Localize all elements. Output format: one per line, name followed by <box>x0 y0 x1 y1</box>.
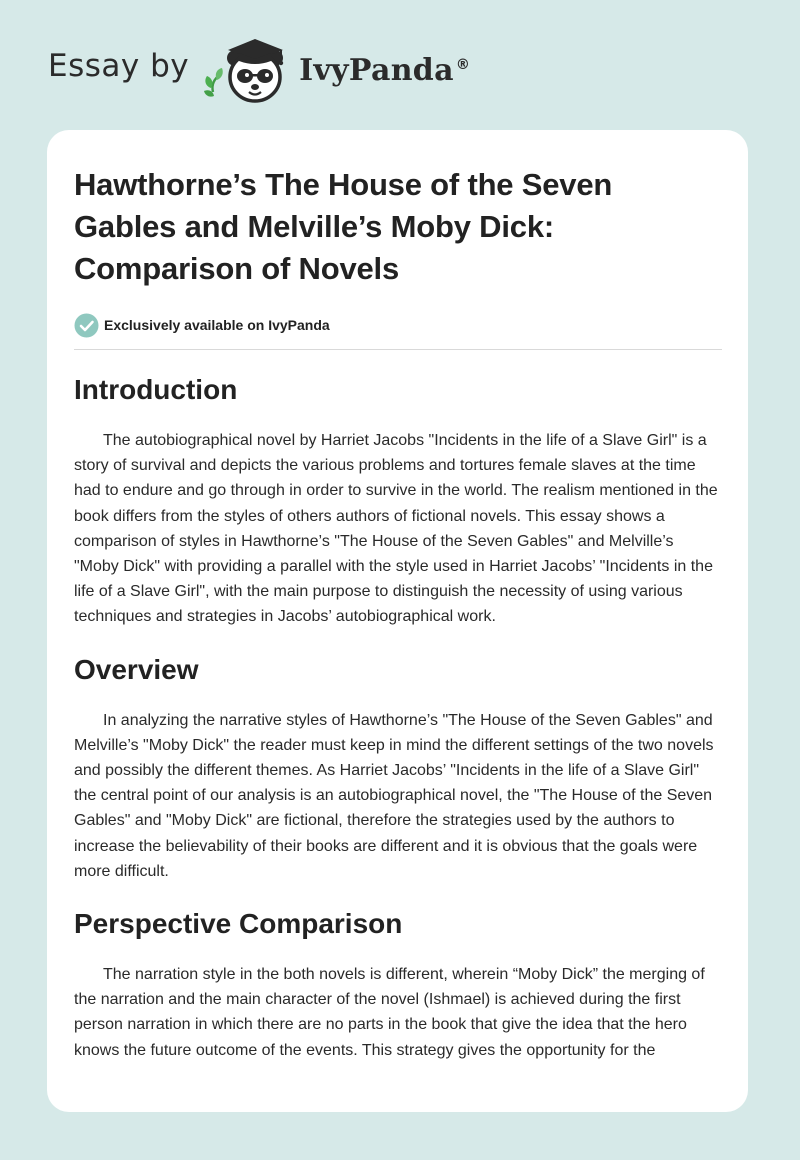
section-text-perspective-comparison: The narration style in the both novels is different, wherein “Moby Dick” the merging of the narration and the main character of the novel (Ishmael) is achieved during the first person narration in which there are no parts in the book that give the idea that the hero knows the future outcome of the events. This strategy gives the opportunity for the <box>74 966 705 1059</box>
check-circle-icon <box>74 313 99 338</box>
brand-name-text: IvyPanda <box>299 52 454 88</box>
section-heading-perspective-comparison: Perspective Comparison <box>74 908 403 940</box>
section-heading-introduction: Introduction <box>74 374 238 405</box>
section-heading-overview: Overview <box>74 653 199 685</box>
panda-logo-icon <box>201 30 301 110</box>
brand-prefix: Essay by <box>48 48 190 84</box>
essay-card <box>47 130 748 1112</box>
brand-header[interactable] <box>48 30 470 110</box>
title-divider <box>74 349 722 350</box>
section-text-introduction: The autobiographical novel by Harriet Jacobs "Incidents in the life of a Slave Girl" is a story of survival and depicts the various problems and tortures female slaves at the time had to endure and go through in order to survive in the world. The realism mentioned in the book differs from the styles of others authors of fictional novels. This essay shows a comparison of styles in Hawthorne’s "The House of the Seven Gables" and Melville’s "Moby Dick" with providing a parallel with the style used in Harriet Jacobs’ "Incidents in the life of a Slave Girl", with the main purpose to distinguish the necessity of using various techniques and strategies in Jacobs’ autobiographical work. <box>74 432 718 626</box>
section-text-overview: In analyzing the narrative styles of Hawthorne’s "The House of the Seven Gables" and Melville’s "Moby Dick" the reader must keep in mind the different settings of the two novels and possibly the different themes. As Harriet Jacobs’ "Incidents in the life of a Slave Girl" the central point of our analysis is an autobiographical novel, the "The House of the Seven Gables" and "Moby Dick" are fictional, therefore the strategies used by the authors to increase the believability of their books are different and it is obvious that the goals were more difficult. <box>74 711 714 880</box>
essay-title: Hawthorne’s The House of the Seven Gables and Melville’s Moby Dick: Comparison of Novels <box>74 167 613 286</box>
registered-mark: ® <box>455 56 471 73</box>
exclusive-badge <box>74 312 722 338</box>
exclusive-label: Exclusively available on IvyPanda <box>104 317 330 333</box>
brand-name <box>299 53 470 88</box>
